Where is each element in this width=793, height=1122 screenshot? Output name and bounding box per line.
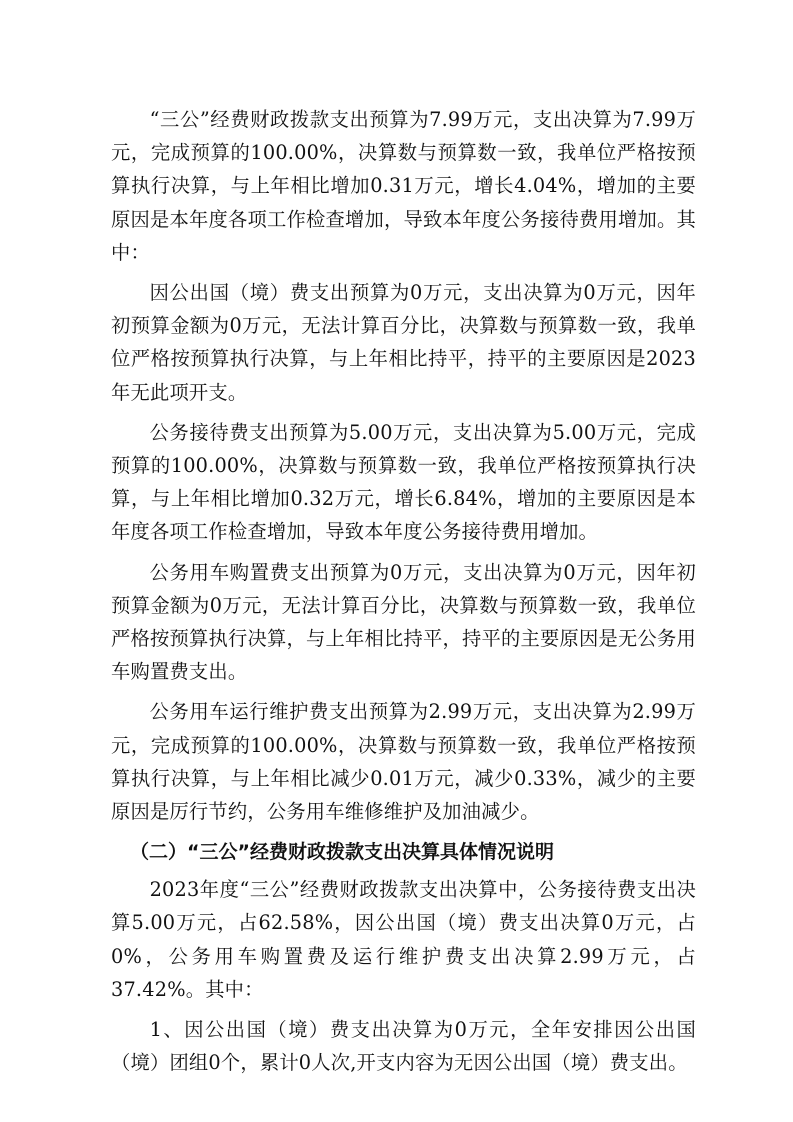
paragraph-final-accounts-breakdown: 2023年度“三公”经费财政拨款支出决算中，公务接待费支出决算5.00万元，占62.58%，因公出国（境）费支出决算0万元，占0%，公务用车购置费及运行维护费支出决算2.99万元，占37.42%。其中： <box>111 878 696 1001</box>
paragraph-vehicle-maintenance: 公务用车运行维护费支出预算为2.99万元，支出决算为2.99万元，完成预算的100.00%，决算数与预算数一致，我单位严格按预算执行决算，与上年相比减少0.01万元，减少0.33%，减少的主要原因是厉行节约，公务用车维修维护及加油减少。 <box>111 700 696 824</box>
paragraph-item-1-overseas: 1、因公出国（境）费支出决算为0万元，全年安排因公出国（境）团组0个，累计0人次,开支内容为无因公出国（境）费支出。 <box>111 1018 696 1075</box>
section-heading: （二）“三公”经费财政拨款支出决算具体情况说明 <box>130 841 554 864</box>
paragraph-three-public-summary: “三公”经费财政拨款支出预算为7.99万元，支出决算为7.99万元，完成预算的100.00%，决算数与预算数一致，我单位严格按预算执行决算，与上年相比增加0.31万元，增长4.04%，增加的主要原因是本年度各项工作检查增加，导致本年度公务接待费用增加。其中： <box>111 108 696 264</box>
paragraph-official-reception: 公务接待费支出预算为5.00万元，支出决算为5.00万元，完成预算的100.00%，决算数与预算数一致，我单位严格按预算执行决算，与上年相比增加0.32万元，增长6.84%，增加的主要原因是本年度各项工作检查增加，导致本年度公务接待费用增加。 <box>111 420 696 544</box>
document-body <box>111 103 696 1086</box>
paragraph-vehicle-purchase: 公务用车购置费支出预算为0万元，支出决算为0万元，因年初预算金额为0万元，无法计算百分比，决算数与预算数一致，我单位严格按预算执行决算，与上年相比持平，持平的主要原因是无公务用车购置费支出。 <box>111 560 696 684</box>
paragraph-overseas-travel: 因公出国（境）费支出预算为0万元，支出决算为0万元，因年初预算金额为0万元，无法计算百分比，决算数与预算数一致，我单位严格按预算执行决算，与上年相比持平，持平的主要原因是2023年无此项开支。 <box>111 281 696 404</box>
